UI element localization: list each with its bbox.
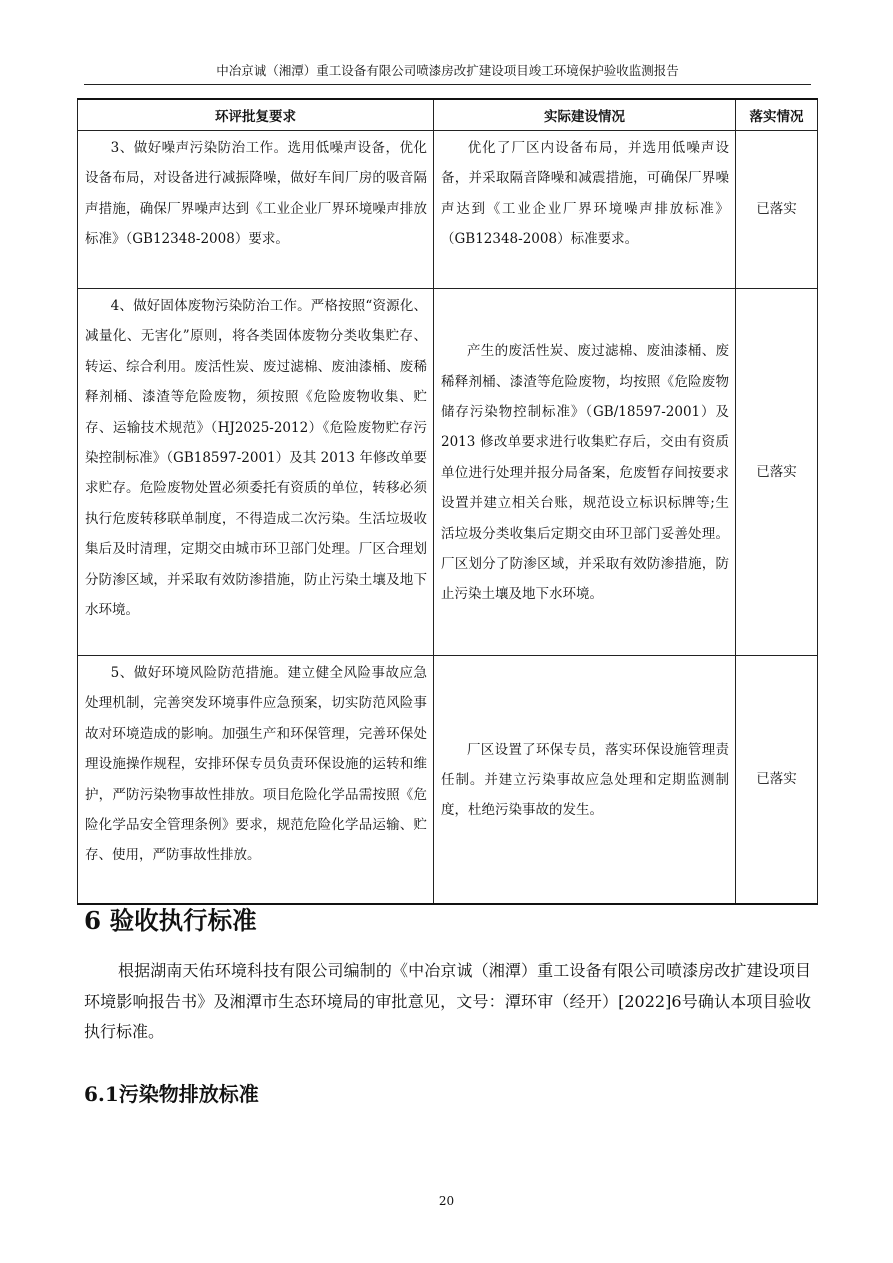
section-heading: 6 验收执行标准 (84, 906, 257, 935)
requirement-cell (78, 656, 434, 904)
status-cell: 已落实 (736, 656, 818, 904)
actual-text: 产生的废活性炭、废过滤棉、废油漆桶、废稀释剂桶、漆渣等危险废物，均按照《危险废物储存污染物控制标准》（GB/18597-2001）及 2013 修改单要求进行收集贮存后，交由有资质单位进行处理并报分局备案，危废暂存间按要求设置并建立相关台账，规范设立标识标牌等;生活垃圾分类收集后定期交由环卫部门妥善处理。厂区划分了防渗区域，并采取有效防渗措施，防止污染土壤及地下水环境。 (441, 343, 729, 603)
requirement-text: 5、做好环境风险防范措施。建立健全风险事故应急处理机制，完善突发环境事件应急预案，切实防范风险事故对环境造成的影响。加强生产和环保管理，完善环保处理设施操作规程，安排环保专员负责环保设施的运转和维护，严防污染物事故性排放。项目危险化学品需按照《危险化学品安全管理条例》要求，规范危险化学品运输、贮存、使用，严防事故性排放。 (85, 665, 427, 864)
page-number: 20 (438, 1194, 455, 1208)
table-row (78, 131, 818, 289)
actual-text: 厂区设置了环保专员，落实环保设施管理责任制。并建立污染事故应急处理和定期监测制度，杜绝污染事故的发生。 (441, 741, 729, 819)
column-header-status: 落实情况 (736, 99, 818, 131)
column-header-requirement: 环评批复要求 (78, 99, 434, 131)
requirements-table (77, 98, 818, 905)
table-header-row (78, 99, 818, 131)
requirement-cell (78, 131, 434, 289)
status-cell: 已落实 (736, 289, 818, 656)
actual-cell (434, 131, 736, 289)
status-cell: 已落实 (736, 131, 818, 289)
section-paragraph: 根据湖南天佑环境科技有限公司编制的《中冶京诚（湘潭）重工设备有限公司喷漆房改扩建设项目环境影响报告书》及湘潭市生态环境局的审批意见，文号：潭环审（经开）[2022]6号确认本项目验收执行标准。 (84, 961, 811, 1041)
requirement-cell (78, 289, 434, 656)
subsection-heading: 6.1污染物排放标准 (84, 1082, 259, 1106)
table-row (78, 656, 818, 904)
requirement-text: 4、做好固体废物污染防治工作。严格按照“资源化、减量化、无害化”原则，将各类固体废物分类收集贮存、转运、综合利用。废活性炭、废过滤棉、废油漆桶、废稀释剂桶、漆渣等危险废物，须按照《危险废物收集、贮存、运输技术规范》（HJ2025-2012）《危险废物贮存污染控制标准》（GB18597-2001）及其 2013 年修改单要求贮存。危险废物处置必须委托有资质的单位，转移必须执行危废转移联单制度，不得造成二次污染。生活垃圾收集后及时清理，定期交由城市环卫部门处理。厂区合理划分防渗区域，并采取有效防渗措施，防止污染土壤及地下水环境。 (85, 298, 427, 619)
requirement-text: 3、做好噪声污染防治工作。选用低噪声设备，优化设备布局，对设备进行减振降噪，做好车间厂房的吸音隔声措施，确保厂界噪声达到《工业企业厂界环境噪声排放标准》（GB12348-2008）要求。 (85, 140, 427, 248)
table-row (78, 289, 818, 656)
header-rule (84, 84, 811, 85)
actual-cell (434, 656, 736, 904)
actual-cell (434, 289, 736, 656)
running-header: 中冶京诚（湘潭）重工设备有限公司喷漆房改扩建设项目竣工环境保护验收监测报告 (216, 63, 679, 78)
actual-text: 优化了厂区内设备布局，并选用低噪声设备，并采取隔音降噪和减震措施，可确保厂界噪声达到《工业企业厂界环境噪声排放标准》（GB12348-2008）标准要求。 (441, 140, 729, 248)
column-header-actual: 实际建设情况 (434, 99, 736, 131)
